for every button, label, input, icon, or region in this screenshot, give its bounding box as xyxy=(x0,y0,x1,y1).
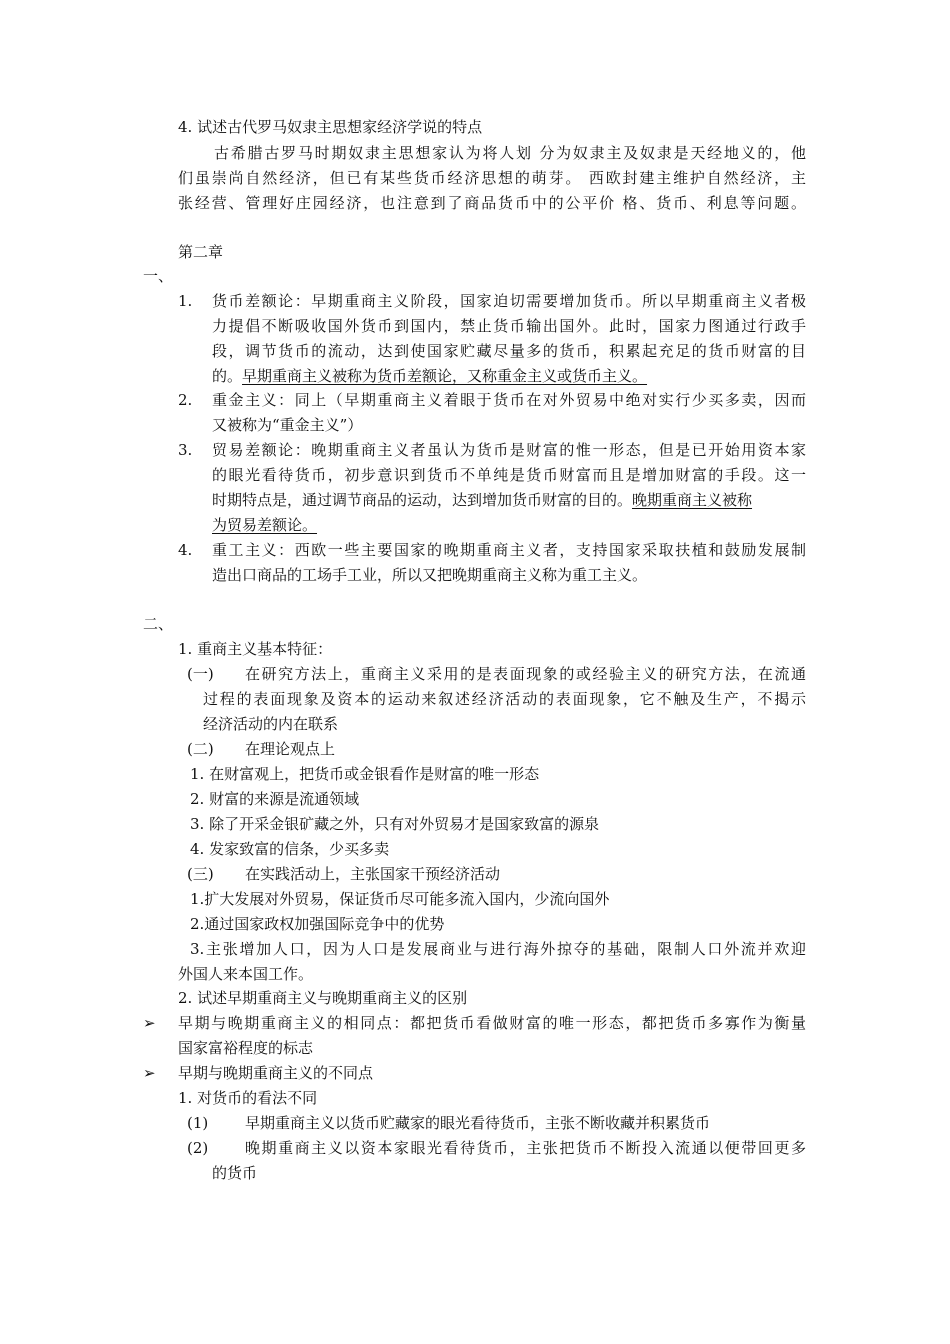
list-item: 外国人来本国工作。 xyxy=(178,965,314,983)
item-line: 造出口商品的工场手工业，所以又把晚期重商主义称为重工主义。 xyxy=(212,566,648,584)
question-title: 2. 试述早期重商主义与晚期重商主义的区别 xyxy=(178,989,468,1007)
list-item: 1. 在财富观上，把货币或金银看作是财富的唯一形态 xyxy=(190,765,540,783)
list-item: 3.主张增加人口，因为人口是发展商业与进行海外掠夺的基础，限制人口外流并欢迎 xyxy=(190,940,806,958)
list-item: 2.通过国家政权加强国际竞争中的优势 xyxy=(190,915,445,933)
paragraph-line: 古希腊古罗马时期奴隶主思想家认为将人划 分为奴隶主及奴隶是天经地义的，他 xyxy=(214,144,806,162)
chapter-heading: 第二章 xyxy=(178,243,224,261)
list-item: 2. 财富的来源是流通领域 xyxy=(190,790,360,808)
item-line xyxy=(212,366,647,386)
paragraph-line: 在研究方法上，重商主义采用的是表面现象的或经验主义的研究方法，在流通 xyxy=(245,665,806,683)
sub-label: (2) xyxy=(187,1139,209,1157)
item-line xyxy=(212,490,752,510)
text-span: 时期特点是，通过调节商品的运动，达到增加货币财富的目的。 xyxy=(212,491,633,509)
item-line: 又被称为“重金主义”） xyxy=(212,416,363,434)
paragraph-line: 过程的表面现象及资本的运动来叙述经济活动的表面现象，它不触及生产，不揭示 xyxy=(203,690,806,708)
item-line: 贸易差额论：晚期重商主义者虽认为货币是财富的惟一形态，但是已开始用资本家 xyxy=(212,441,806,459)
sub-heading: 在实践活动上，主张国家干预经济活动 xyxy=(245,865,501,883)
question-title: 1. 对货币的看法不同 xyxy=(178,1089,318,1107)
list-item: 的货币 xyxy=(212,1164,258,1182)
sub-label: (一) xyxy=(187,665,214,683)
item-number: 1. xyxy=(178,292,193,310)
item-number: 3. xyxy=(178,441,193,459)
item-line: 力提倡不断吸收国外货币到国内，禁止货币输出国外。此时，国家力图通过行政手 xyxy=(212,317,806,335)
sub-label: (1) xyxy=(187,1114,209,1132)
question-title: 1. 重商主义基本特征： xyxy=(178,640,333,658)
underlined-conclusion: 晚期重商主义被称 xyxy=(632,491,753,509)
arrow-bullet-icon: ➢ xyxy=(143,1014,156,1032)
bullet-line: 早期与晚期重商主义的不同点 xyxy=(178,1064,374,1082)
list-item: 早期重商主义以货币贮藏家的眼光看待货币，主张不断收藏并积累货币 xyxy=(245,1114,711,1132)
item-number: 4. xyxy=(178,541,193,559)
paragraph-line: 经济活动的内在联系 xyxy=(203,715,339,733)
item-line: 的眼光看待货币，初步意识到货币不单纯是货币财富而且是增加财富的手段。这一 xyxy=(212,466,806,484)
list-item: 晚期重商主义以资本家眼光看待货币，主张把货币不断投入流通以便带回更多 xyxy=(245,1139,806,1157)
text-span: 的。 xyxy=(212,367,243,385)
list-item: 1.扩大发展对外贸易，保证货币尽可能多流入国内，少流向国外 xyxy=(190,890,610,908)
bullet-line: 国家富裕程度的标志 xyxy=(178,1039,314,1057)
sub-heading: 在理论观点上 xyxy=(245,740,336,758)
part-two-marker: 二、 xyxy=(143,615,174,633)
item-line: 段，调节货币的流动，达到使国家贮藏尽量多的货币，积累起充足的货币财富的目 xyxy=(212,342,806,360)
sub-label: (二) xyxy=(187,740,214,758)
paragraph-line: 张经营、管理好庄园经济，也注意到了商品货币中的公平价 格、货币、利息等问题。 xyxy=(178,194,806,212)
underlined-conclusion: 为贸易差额论。 xyxy=(212,516,318,534)
arrow-bullet-icon: ➢ xyxy=(143,1064,156,1082)
part-one-marker: 一、 xyxy=(143,267,174,285)
question-4-title: 4. 试述古代罗马奴隶主思想家经济学说的特点 xyxy=(178,118,483,136)
item-line: 货币差额论：早期重商主义阶段，国家迫切需要增加货币。所以早期重商主义者极 xyxy=(212,292,806,310)
item-line: 重金主义：同上（早期重商主义着眼于货币在对外贸易中绝对实行少买多卖，因而 xyxy=(212,391,806,409)
list-item: 4. 发家致富的信条，少买多卖 xyxy=(190,840,390,858)
paragraph-line: 们虽崇尚自然经济，但已有某些货币经济思想的萌芽。 西欧封建主维护自然经济，主 xyxy=(178,169,806,187)
underlined-conclusion: 早期重商主义被称为货币差额论，又称重金主义或货币主义。 xyxy=(242,367,648,385)
item-number: 2. xyxy=(178,391,193,409)
sub-label: (三) xyxy=(187,865,214,883)
item-line: 重工主义：西欧一些主要国家的晚期重商主义者，支持国家采取扶植和鼓励发展制 xyxy=(212,541,806,559)
bullet-line: 早期与晚期重商主义的相同点：都把货币看做财富的唯一形态，都把货币多寡作为衡量 xyxy=(178,1014,806,1032)
list-item: 3. 除了开采金银矿藏之外，只有对外贸易才是国家致富的源泉 xyxy=(190,815,600,833)
